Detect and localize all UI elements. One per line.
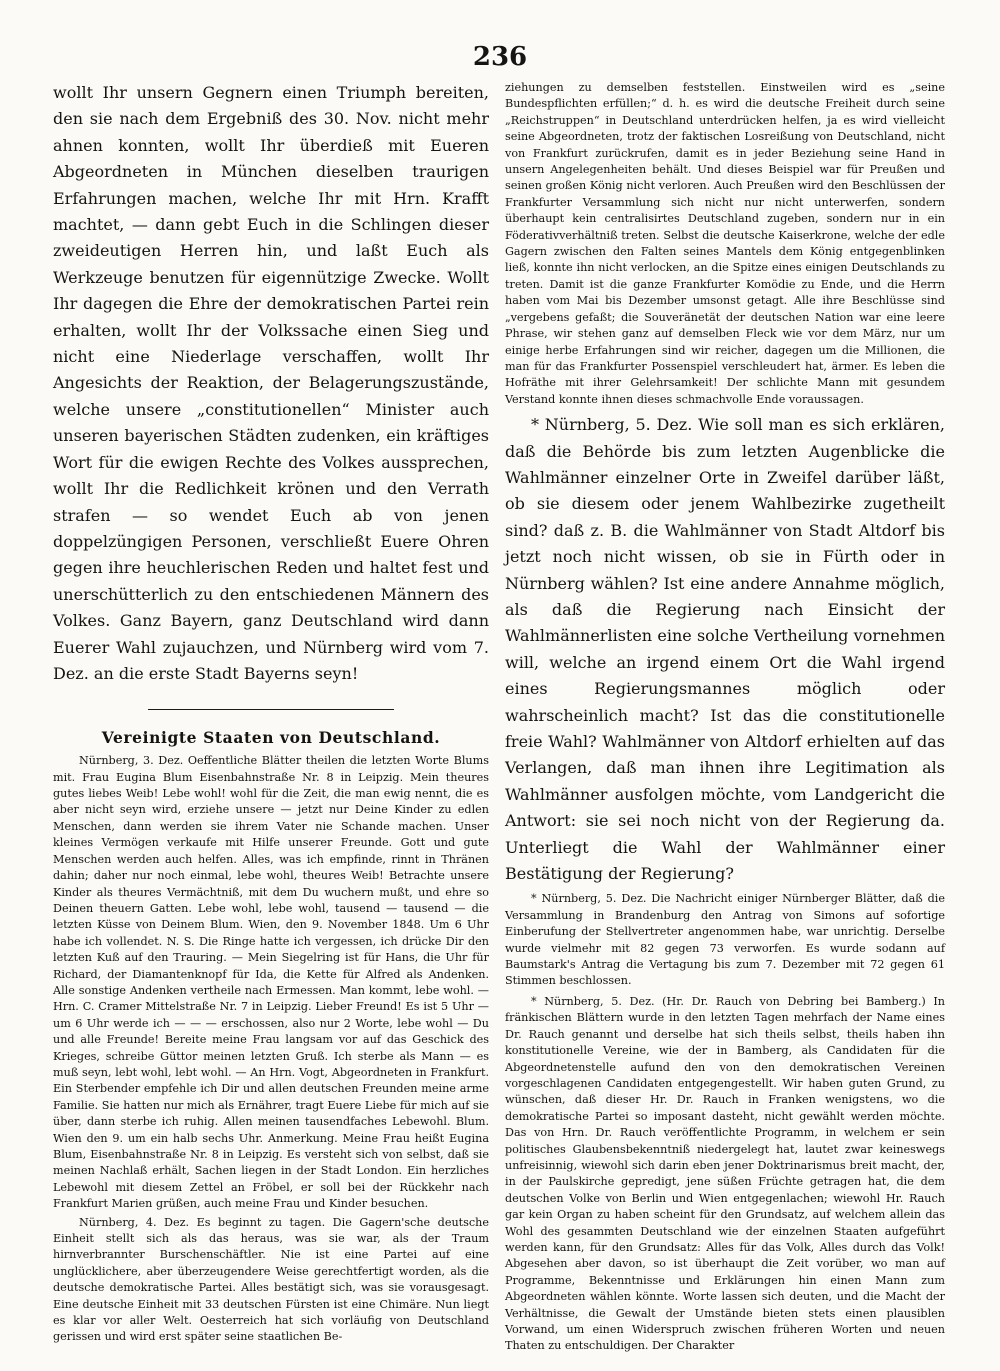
nuernberg-5-dez-wahlmaenner-article: * Nürnberg, 5. Dez. Wie soll man es sich erklären, daß die Behörde bis zum letzten Augenblicke die Wahlmänner einzelner Orte in Zweifel darüber läßt, ob sie diesem oder jenem Wahlbezirke zugetheilt sind? daß z. B. die Wahlmänner von Stadt Altdorf bis jetzt noch nicht wissen, ob sie in Fürth oder in Nürnberg wählen? Ist eine andere Annahme möglich, als daß die Regierung nach Einsicht der Wahlmännerlisten eine solche Vertheilung vornehmen will, welche an irgend einem Ort die Wahl irgend eines Regierungsmannes möglich oder wahrscheinlich macht? Ist das die constitutionelle freie Wahl? Wahlmänner von Altdorf erhielten auf das Verlangen, daß man ihnen ihre Legitimation als Wahlmänner ausfolgen möchte, vom Landgericht die Antwort: sie sei noch nicht von der Regierung da. Unterliegt die Wahl der Wahlmänner einer Bestätigung der Regierung? xyxy=(505,415,945,884)
election-appeal-paragraph: wollt Ihr unsern Gegnern einen Triumph bereiten, den sie nach dem Ergebniß des 30. Nov. nicht mehr ahnen konnten, wollt Ihr überdieß mit Eueren Abgeordneten in München dieselben traurigen Erfahrungen machen, welche Ihr mit Hrn. Krafft machtet, — dann gebt Euch in die Schlingen dieser zweideutigen Herren hin, und laßt Euch als Werkzeuge benutzen für eigennützige Zwecke. Wollt Ihr dagegen die Ehre der demokratischen Partei rein erhalten, wollt Ihr der Volkssache einen Sieg und nicht eine Niederlage verschaffen, wollt Ihr Angesichts der Reaktion, der Belagerungszustände, welche unsere „constitutionellen“ Minister auch unseren bayerischen Städten zudenken, ein kräftiges Wort für die ewigen Rechte des Volkes aussprechen, wollt Ihr die Redlichkeit krönen und den Verrath strafen — so wendet Euch ab von jenen doppelzüngigen Personen, verschließt Euere Ohren gegen ihre heuchlerischen Reden und haltet fest und unerschütterlich zu den entschiedenen Männern des Volkes. Ganz Bayern, ganz Deutschland wird dann Euerer Wahl zujauchzen, und Nürnberg wird vom 7. Dez. an die erste Stadt Bayerns seyn! xyxy=(53,83,489,683)
section-divider xyxy=(148,709,394,710)
nuernberg-5-dez-brandenburg-article: * Nürnberg, 5. Dez. Die Nachricht einiger Nürnberger Blätter, daß die Versammlung in Brandenburg den Antrag von Simons auf sofortige Einberufung der Stellvertreter angenommen habe, war unrichtig. Derselbe wurde vielmehr mit 82 gegen 73 verworfen. Es wurde sodann auf Baumstark's Antrag die Vertagung bis zum 7. Dezember mit 72 gegen 61 Stimmen beschlossen. xyxy=(505,892,945,988)
nuernberg-5-dez-rauch-article: * Nürnberg, 5. Dez. (Hr. Dr. Rauch von Debring bei Bamberg.) In fränkischen Blättern wurde in den letzten Tagen mehrfach der Name eines Dr. Rauch genannt und derselbe hat sich theils selbst, theils haben ihn konstitutionelle Vereine, wie der in Bamberg, als Candidaten für die Abgeordnetenstelle aufund den von den demokratischen Vereinen vorgeschlagenen Candidaten entgegengestellt. Wir haben guten Grund, zu wünschen, daß dieser Hr. Dr. Rauch in Franken wenigstens, wo die demokratische Partei so imposant dasteht, nicht gewählt werden möchte. Das von Hrn. Dr. Rauch veröffentlichte Programm, in welchem er sein politisches Glaubensbekenntniß niedergelegt hat, lautet zwar keineswegs unfreisinnig, wiewohl sich darin eben jener Doktrinarismus breit macht, der, in der Paulskirche gepredigt, jene süßen Früchte getragen hat, die dem deutschen Volke von Berlin und Wien entgegenlachen; wiewohl Hr. Rauch gar kein Organ zu haben scheint für den Grundsatz, auf welchem allein das Wohl des gesammten Deutschland wie der einzelnen Staaten aufgeführt werden kann, für den Grundsatz: Alles für das Volk, Alles durch das Volk! Abgesehen aber davon, so ist überhaupt die Zeit vorüber, wo man auf Programme, Bekenntnisse und Erklärungen hin einen Mann zum Abgeordneten wählen könnte. Worte lassen sich deuten, und die Macht der Verhältnisse, die Gewalt der Umstände bieten stets einen plausiblen Vorwand, um einen Widerspruch zwischen früheren Worten und neuen Thaten zu entschuldigen. Der Charakter xyxy=(505,994,945,1353)
nuernberg-4-dez-article: Nürnberg, 4. Dez. Es beginnt zu tagen. Die Gagern'sche deutsche Einheit stellt sich als das heraus, was sie war, als der Traum hirnverbrannter Burschenschäftler. Nie ist eine Partei auf eine unglücklichere, aber überzeugendere Weise gerechtfertigt worden, als die deutsche demokratische Partei. Alles bestätigt sich, was sie vorausgesagt. Eine deutsche Einheit mit 33 deutschen Fürsten ist eine Chimäre. Nun liegt es klar vor aller Welt. Oesterreich hat sich vorläufig von Deutschland gerissen und wird erst später seine staatlichen Be- xyxy=(53,1215,489,1344)
section-heading: Vereinigte Staaten von Deutschland. xyxy=(101,728,441,748)
blum-letter-article: Nürnberg, 3. Dez. Oeffentliche Blätter theilen die letzten Worte Blums mit. Frau Eugina Blum Eisenbahnstraße Nr. 8 in Leipzig. Mein theures gutes liebes Weib! Lebe wohl! wohl für die Zeit, die man ewig nennt, die es aber nicht seyn wird, erziehe unsere — jetzt nur Deine Kinder zu edlen Menschen, dann werden sie ihrem Vater nie Schande machen. Unser kleines Vermögen verkaufe mit Hilfe unserer Freunde. Gott und gute Menschen werden auch helfen. Alles, was ich empfinde, rinnt in Thränen dahin; daher nur noch einmal, lebe wohl, theures Weib! Betrachte unsere Kinder als theures Vermächtniß, mit dem Du wuchern mußt, und ehre so Deinen theuern Gatten. Lebe wohl, lebe wohl, tausend — tausend — die letzten Küsse von Deinem Blum. Wien, den 9. November 1848. Um 6 Uhr habe ich vollendet. N. S. Die Ringe hatte ich vergessen, ich drücke Dir den letzten Kuß auf den Trauring. — Mein Siegelring ist für Hans, die Uhr für Richard, der Diamantenknopf für Ida, die Kette für Alfred als Andenken. Alle sonstige Andenken vertheile nach Ermessen. Man kommt, lebe wohl. — Hrn. C. Cramer Mittelstraße Nr. 7 in Leipzig. Lieber Freund! Es ist 5 Uhr — um 6 Uhr werde ich — — — erschossen, also nur 2 Worte, lebe wohl — Du und alle Freunde! Bereite meine Frau langsam vor auf das Geschick des Krieges, schreibe Güttor meinen letzten Gruß. Ich sterbe als Mann — es muß seyn, lebt wohl, lebt wohl. — An Hrn. Vogt, Abgeordneten in Frankfurt. Ein Sterbender empfehle ich Dir und allen deutschen Freunden meine arme Familie. Sie hatten nur mich als Ernährer, tragt Euere Liebe für mich auf sie über, dann sterbe ich ruhig. Allen meinen tausendfaches Lebewohl. Blum. Wien den 9. um ein halb sechs Uhr. Anmerkung. Meine Frau heißt Eugina Blum, Eisenbahnstraße Nr. 8 in Leipzig. Es versteht sich von selbst, daß sie meinen Nachlaß erhält, Sachen liegen in der Stadt London. Ein herzliches Lebewohl mit diesem Zettel an Fröbel, er soll bei der Rückkehr nach Frankfurt Marien grüßen, auch meine Frau und Kinder besuchen. xyxy=(53,754,489,1211)
right-column xyxy=(505,80,945,1355)
left-column xyxy=(53,80,489,1346)
page-number: 236 xyxy=(472,42,528,72)
continuation-article: ziehungen zu demselben feststellen. Einstweilen wird es „seine Bundespflichten erfüllen;“ d. h. es wird die deutsche Freiheit durch seine „Reichstruppen“ in Deutschland unterdrücken helfen, ja es wird vielleicht seine Abgeordneten, trotz der faktischen Losreißung von Deutschland, nicht von Frankfurt zurückrufen, damit es in jeder Beziehung seine Hand in unsern Angelegenheiten behält. Und dieses Beispiel war für Preußen und seinen großen König nicht verloren. Auch Preußen wird den Beschlüssen der Frankfurter Versammlung sich nicht nur nicht unterwerfen, sondern überhaupt kein centralisirtes Deutschland zugeben, sondern nur in ein Föderativverhältniß treten. Selbst die deutsche Kaiserkrone, welche der edle Gagern zwischen den Falten seines Mantels dem König entgegenblinken ließ, konnte ihn nicht verlocken, an die Spitze eines einigen Deutschlands zu treten. Damit ist die ganze Frankfurter Komödie zu Ende, und die Herrn haben vom Mai bis Dezember umsonst getagt. Alle ihre Beschlüsse sind „vergebens gefaßt; die Souveränetät der deutschen Nation war eine leere Phrase, wir stehen ganz auf demselben Fleck wie vor dem März, nur um einige herbe Erfahrungen sind wir reicher, dagegen um die Millionen, die man für das Frankfurter Possenspiel verschleudert hat, ärmer. Es leben die Hofräthe mit ihrer Gelehrsamkeit! Der schlichte Mann mit gesundem Verstand konnte ihnen dieses schmachvolle Ende voraussagen. xyxy=(505,81,945,406)
